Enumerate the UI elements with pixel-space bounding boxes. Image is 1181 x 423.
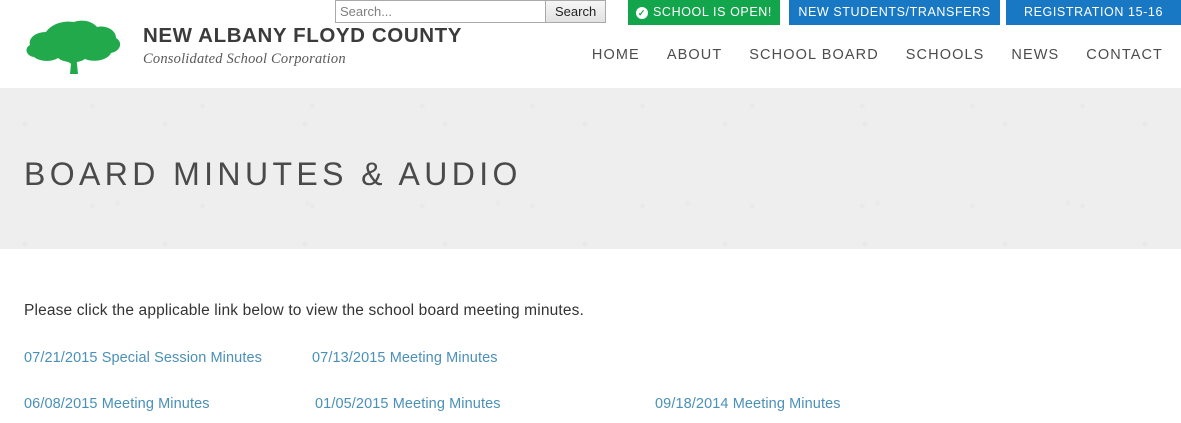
brand-block[interactable] xyxy=(143,24,462,68)
minutes-link-07-21-2015[interactable]: 07/21/2015 Special Session Minutes xyxy=(24,350,262,366)
minutes-link-01-05-2015[interactable]: 01/05/2015 Meeting Minutes xyxy=(315,396,501,412)
search-button[interactable]: Search xyxy=(545,0,606,23)
registration-link[interactable]: REGISTRATION 15-16 xyxy=(1006,0,1181,25)
site-title: NEW ALBANY FLOYD COUNTY xyxy=(143,24,463,47)
minutes-link-06-08-2015[interactable]: 06/08/2015 Meeting Minutes xyxy=(24,396,210,412)
intro-text: Please click the applicable link below to view the school board meeting minutes. xyxy=(24,302,584,319)
search-input[interactable] xyxy=(335,0,545,23)
minutes-link-09-18-2014[interactable]: 09/18/2014 Meeting Minutes xyxy=(655,396,841,412)
page-title: BOARD MINUTES & AUDIO xyxy=(24,156,522,192)
nav-item-school-board[interactable]: SCHOOL BOARD xyxy=(749,47,879,63)
nav-item-about[interactable]: ABOUT xyxy=(666,47,723,63)
utility-bar xyxy=(0,0,1181,26)
school-status-label: SCHOOL IS OPEN! xyxy=(653,5,772,19)
search-form xyxy=(335,0,606,25)
nav-item-news[interactable]: NEWS xyxy=(1011,47,1060,63)
school-status-banner[interactable] xyxy=(628,0,780,25)
site-subtitle: Consolidated School Corporation xyxy=(143,51,346,67)
page-hero xyxy=(0,88,1181,249)
nav-item-schools[interactable]: SCHOOLS xyxy=(905,47,985,63)
nav-item-contact[interactable]: CONTACT xyxy=(1086,47,1163,63)
main-navigation xyxy=(592,47,1163,63)
check-circle-icon: ✓ xyxy=(637,7,647,18)
nav-item-home[interactable]: HOME xyxy=(591,47,640,63)
minutes-link-07-13-2015[interactable]: 07/13/2015 Meeting Minutes xyxy=(312,350,498,366)
new-students-transfers-link[interactable]: NEW STUDENTS/TRANSFERS xyxy=(789,0,1000,25)
